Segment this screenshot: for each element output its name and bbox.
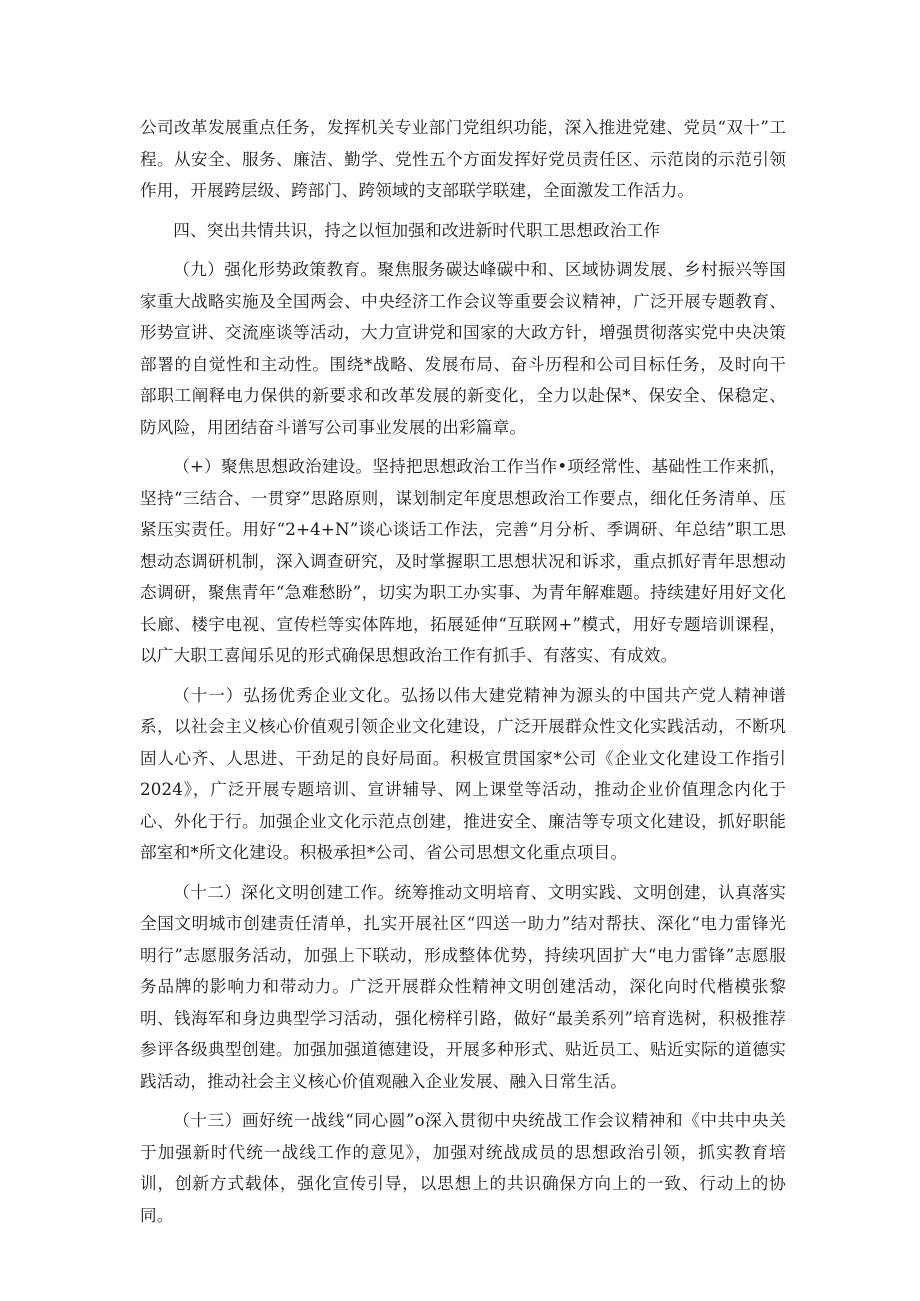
paragraph-10: （+）聚焦思想政治建设。坚持把思想政治工作当作•项经常性、基础性工作来抓，坚持“三结合、一贯穿”思路原则，谋划制定年度思想政治工作要点，细化任务清单、压紧压实责任。用好“2+4+N”谈心谈话工作法，完善“月分析、季调研、年总结”职工思想动态调研机制，深入调查研究，及时掌握职工思想状况和诉求，重点抓好青年思想动态调研，聚焦青年“急难愁盼”，切实为职工办实事、为青年解难题。持续建好用好文化长廊、楼宇电视、宣传栏等实体阵地，拓展延伸“互联网+”模式，用好专题培训课程，以广大职工喜闻乐见的形式确保思想政治工作有抓手、有落实、有成效。 bbox=[140, 457, 786, 665]
section-heading: 四、突出共情共识，持之以恒加强和改进新时代职工思想政治工作 bbox=[173, 220, 661, 240]
document-page bbox=[140, 112, 786, 1239]
paragraph-11: （十一）弘扬优秀企业文化。弘扬以伟大建党精神为源头的中国共产党人精神谱系，以社会主义核心价值观引领企业文化建设，广泛开展群众性文化实践活动，不断巩固人心齐、人思进、干劲足的良好局面。积极宣贯国家*公司《企业文化建设工作指引2024》，广泛开展专题培训、宣讲辅导、网上课堂等活动，推动企业价值理念内化于心、外化于行。加强企业文化示范点创建，推进安全、廉洁等专项文化建设，抓好职能部室和*所文化建设。积极承担*公司、省公司思想文化重点项目。 bbox=[140, 685, 786, 862]
paragraph-12: （十二）深化文明创建工作。统筹推动文明培育、文明实践、文明创建，认真落实全国文明城市创建责任清单，扎实开展社区“四送一助力”结对帮扶、深化“电力雷锋光明行”志愿服务活动，加强上下联动，形成整体优势，持续巩固扩大“电力雷锋”志愿服务品牌的影响力和带动力。广泛开展群众性精神文明创建活动，深化向时代楷模张黎明、钱海军和身边典型学习活动，强化榜样引路，做好“最美系列”培育选树，积极推荐参评各级典型创建。加强加强道德建设，开展多种形式、贴近员工、贴近实际的道德实践活动，推动社会主义核心价值观融入企业发展、融入日常生活。 bbox=[140, 882, 786, 1091]
paragraph-13: （十三）画好统一战线“同心圆”o深入贯彻中央统战工作会议精神和《中共中央关于加强新时代统一战线工作的意见》，加强对统战成员的思想政治引领，抓实教育培训，创新方式载体，强化宣传引导，以思想上的共识确保方向上的一致、行动上的协同。 bbox=[140, 1111, 786, 1225]
intro-continuation-paragraph: 公司改革发展重点任务，发挥机关专业部门党组织功能，深入推进党建、党员“双十”工程。从安全、服务、廉洁、勤学、党性五个方面发挥好党员责任区、示范岗的示范引领作用，开展跨层级、跨部门、跨领域的支部联学联建，全面激发工作活力。 bbox=[140, 118, 786, 200]
paragraph-9: （九）强化形势政策教育。聚焦服务碳达峰碳中和、区域协调发展、乡村振兴等国家重大战略实施及全国两会、中央经济工作会议等重要会议精神，广泛开展专题教育、形势宣讲、交流座谈等活动，大力宣讲党和国家的大政方针，增强贯彻落实党中央决策部署的自觉性和主动性。围绕*战略、发展布局、奋斗历程和公司目标任务，及时向干部职工阐释电力保供的新要求和改革发展的新变化，全力以赴保*、保安全、保稳定、防风险，用团结奋斗谱写公司事业发展的出彩篇章。 bbox=[140, 260, 786, 437]
